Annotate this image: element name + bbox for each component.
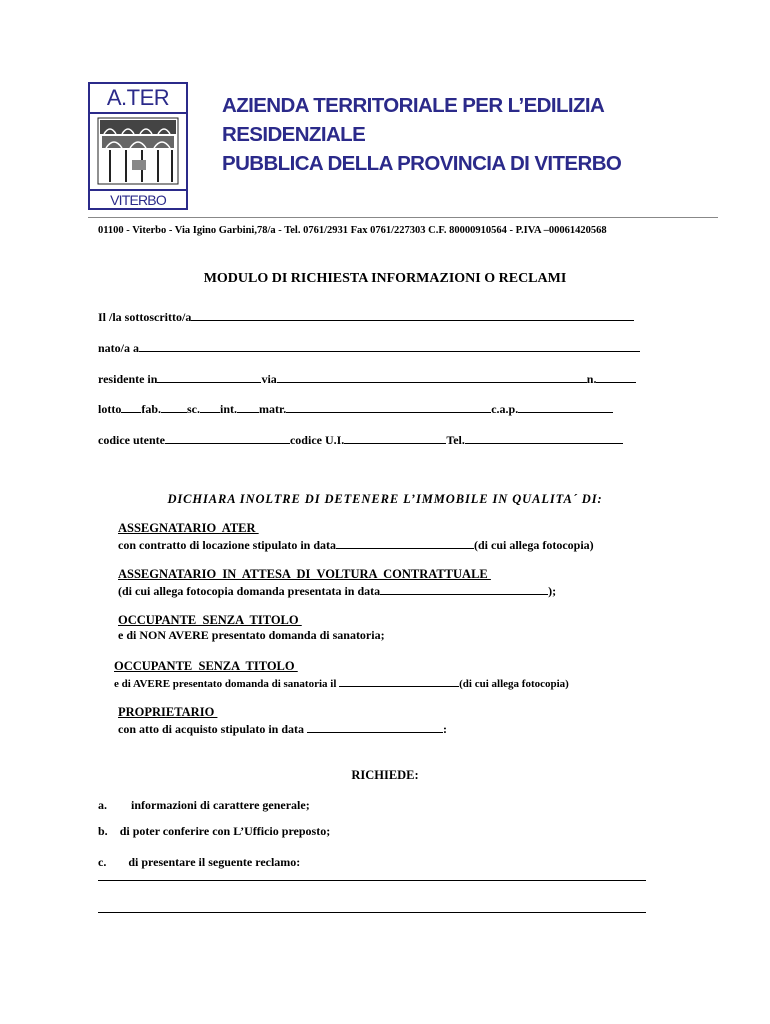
input-line-data-sanatoria[interactable] [339,674,459,687]
option-occupante-sanatoria[interactable] [114,659,569,690]
input-line-data-acquisto[interactable] [307,720,443,733]
option-title: ASSEGNATARIO IN ATTESA DI VOLTURA CONTRATTUALE [118,567,491,581]
option-assegnatario-ater[interactable] [118,521,594,553]
input-line-via[interactable] [277,370,587,383]
field-nato [98,339,640,356]
field-residente [98,370,636,387]
agency-name-line2: PUBBLICA DELLA PROVINCIA DI VITERBO [222,152,622,175]
request-item-a[interactable]: a. informazioni di carattere generale; [98,798,310,812]
option-assegnatario-voltura[interactable] [118,567,556,599]
requests-title: RICHIEDE: [351,768,419,782]
input-line-tel[interactable] [465,431,623,444]
option-title: ASSEGNATARIO ATER [118,521,259,535]
document-title: MODULO DI RICHIESTA INFORMAZIONI O RECLAMI [203,271,567,286]
label-codice-utente: codice utente [98,433,165,447]
option-description: e di NON AVERE presentato domanda di sanatoria; [118,628,385,642]
logo-top-text: A.TER [106,85,170,110]
label-codice-ui: codice U.I. [289,433,345,447]
input-line-codice-utente[interactable] [165,431,290,444]
input-line-data-domanda[interactable] [380,582,548,595]
label-sc: sc. [187,402,200,416]
option-occupante-no-sanatoria[interactable] [118,613,385,643]
input-line-nato[interactable] [139,339,640,352]
input-line-cap[interactable] [518,400,613,413]
label-nato: nato/a a [98,341,140,355]
label-fab: fab. [141,402,161,416]
input-line-codice-ui[interactable] [344,431,446,444]
input-line-fab[interactable] [161,400,187,413]
option-title: PROPRIETARIO [118,705,218,719]
agency-name-line1: AZIENDA TERRITORIALE PER L’EDILIZIA RESIDENZIALE [222,94,604,146]
reclamo-line-2[interactable] [98,912,646,913]
option-description: (di cui allega fotocopia domanda presentata in data ); [118,584,557,598]
input-line-data-contratto[interactable] [336,536,474,549]
input-line-matr[interactable] [286,400,491,413]
option-description: con atto di acquisto stipulato in data : [118,722,448,736]
request-item-c[interactable]: c. di presentare il seguente reclamo: [98,855,301,869]
logo-divider-top [90,112,186,114]
label-tel: Tel. [446,433,465,447]
input-line-sottoscritto[interactable] [191,308,634,321]
input-line-sc[interactable] [200,400,220,413]
field-sottoscritto [98,308,634,325]
reclamo-line-1[interactable] [98,880,646,881]
label-sottoscritto: Il /la sottoscritto/a [98,310,192,324]
option-description: con contratto di locazione stipulato in data (di cui allega fotocopia) [118,538,594,552]
label-cap: c.a.p. [491,402,519,416]
option-description: e di AVERE presentato domanda di sanatoria il (di cui allega fotocopia) [114,674,569,690]
field-lotto [98,400,613,417]
label-n: n. [586,372,597,386]
label-matr: matr. [259,402,287,416]
label-lotto: lotto [98,402,122,416]
agency-address: 01100 - Viterbo - Via Igino Garbini,78/a - Tel. 0761/2931 Fax 0761/227303 C.F. 80000910564 - P.IVA –00061420568 [98,225,607,236]
option-title: OCCUPANTE SENZA TITOLO [114,659,298,673]
option-title: OCCUPANTE SENZA TITOLO [118,613,302,627]
field-codice [98,431,623,448]
input-line-lotto[interactable] [121,400,141,413]
ater-logo [88,82,188,210]
agency-name [222,91,742,178]
label-via: via [261,372,277,386]
option-proprietario[interactable] [118,705,447,737]
label-residente: residente in [98,372,158,386]
label-int: int. [220,402,238,416]
input-line-int[interactable] [237,400,259,413]
header-rule [88,217,718,218]
building-arches-icon [96,116,180,186]
request-item-b[interactable]: b. di poter conferire con L’Ufficio preposto; [98,824,331,838]
input-line-n[interactable] [596,370,636,383]
declaration-title: DICHIARA INOLTRE DI DETENERE L’IMMOBILE IN QUALITA´ DI: [167,492,603,506]
logo-bottom-text: VITERBO [110,192,166,208]
input-line-residente[interactable] [157,370,261,383]
